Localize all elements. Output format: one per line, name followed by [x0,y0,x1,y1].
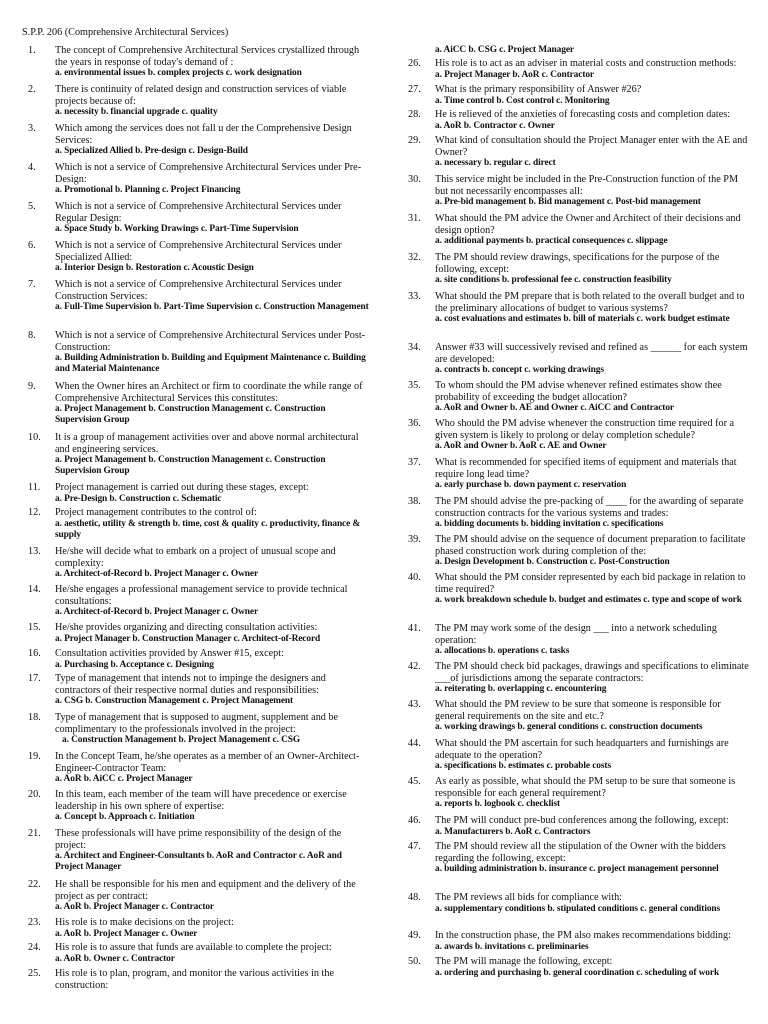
question-number: 9. [28,381,36,392]
answer-choices: a. work breakdown schedule b. budget and estimates c. type and scope of work [435,595,742,606]
question-number: 23. [28,917,41,928]
question-number: 10. [28,432,41,443]
question-number: 50. [408,956,421,967]
question-18 [22,712,372,746]
question-21 [22,828,372,874]
answer-choices: a. contracts b. concept c. working drawings [435,365,604,376]
answer-choices: a. Building Administration b. Building and Equipment Maintenance c. Building and Material Maintenance [55,353,366,375]
answer-choices: a. Architect and Engineer-Consultants b. AoR and Contractor c. AoR and Project Manager [55,851,342,873]
question-38 [402,496,752,530]
question-16 [22,648,372,671]
question-number: 45. [408,776,421,787]
answer-choices: a. Project Management b. Construction Management c. Construction Supervision Group [55,455,326,477]
answer-choices: a. Project Manager b. AoR c. Contractor [435,69,594,80]
question-5 [22,201,372,235]
question-text: The PM will manage the following, except: [435,956,613,967]
question-12 [22,507,372,541]
question-41 [402,623,752,657]
question-number: 4. [28,162,36,173]
question-text: There is continuity of related design and construction services of viable projects because of: [55,84,347,107]
question-number: 18. [28,712,41,723]
answer-choices: a. awards b. invitations c. preliminaries [435,941,589,952]
question-number: 46. [408,815,421,826]
question-23 [22,917,372,940]
question-number: 39. [408,534,421,545]
question-number: 24. [28,942,41,953]
question-text: The PM may work some of the design ___ into a network scheduling operation: [435,623,717,646]
question-text: Which is not a service of Comprehensive Architectural Services under Regular Design: [55,201,342,224]
question-46 [402,815,752,838]
question-text: Which is not a service of Comprehensive Architectural Services under Construction Services: [55,279,342,302]
question-35 [402,380,752,414]
question-number: 14. [28,584,41,595]
question-number: 49. [408,930,421,941]
question-40 [402,572,752,606]
question-text: His role is to make decisions on the project: [55,917,234,928]
question-25 [22,968,372,991]
question-14 [22,584,372,618]
question-number: 36. [408,418,421,429]
answer-choices: a. bidding documents b. bidding invitation c. specifications [435,519,664,530]
answer-choices: a. AoR b. Project Manager c. Owner [55,928,198,939]
question-number: 37. [408,457,421,468]
question-number: 41. [408,623,421,634]
question-number: 19. [28,751,41,762]
answer-choices: a. reiterating b. overlapping c. encountering [435,684,607,695]
question-text: The PM reviews all bids for compliance with: [435,892,623,903]
question-number: 43. [408,699,421,710]
question-3 [22,123,372,157]
answer-choices: a. aesthetic, utility & strength b. time, cost & quality c. productivity, finance & supply [55,518,361,540]
question-24 [22,942,372,965]
question-11 [22,482,372,505]
question-text: The PM should review all the stipulation of the Owner with the bidders regarding the following, except: [435,841,726,864]
question-number: 31. [408,213,421,224]
answer-choices: a. AoR and Owner b. AE and Owner c. AiCC and Contractor [435,403,674,414]
question-32 [402,252,752,286]
question-25-answer [402,45,752,56]
answer-choices: a. Pre-bid management b. Bid management c. Post-bid management [435,197,701,208]
question-text: What should the PM advice the Owner and Architect of their decisions and design option? [435,213,741,236]
question-number: 6. [28,240,36,251]
answer-choices: a. Interior Design b. Restoration c. Acoustic Design [55,263,254,274]
answer-choices: a. Time control b. Cost control c. Monitoring [435,95,610,106]
question-text: In the construction phase, the PM also makes recommendations bidding: [435,930,731,941]
question-text: As early as possible, what should the PM setup to be sure that someone is responsible for each general requirement? [435,776,736,799]
question-number: 26. [408,58,421,69]
question-number: 27. [408,84,421,95]
question-text: He shall be responsible for his men and equipment and the delivery of the project as per contract: [55,879,356,902]
question-text: The concept of Comprehensive Architectural Services crystallized through the years in response of today's demand of : [55,45,360,68]
question-text: Answer #33 will successively revised and refined as ______ for each system are developed: [435,342,748,365]
question-48 [402,892,752,915]
question-15 [22,622,372,645]
question-36 [402,418,752,452]
answer-choices: a. Construction Management b. Project Management c. CSG [62,735,301,746]
question-33 [402,291,752,325]
answer-choices: a. working drawings b. general conditions c. construction documents [435,722,703,733]
question-4 [22,162,372,196]
question-text: Project management contributes to the control of: [55,507,257,518]
question-number: 20. [28,789,41,800]
question-number: 22. [28,879,41,890]
question-22 [22,879,372,913]
answer-choices: a. Design Development b. Construction c. Post-Construction [435,557,670,568]
question-number: 33. [408,291,421,302]
question-text: The PM should advise the pre-packing of ____ for the awarding of separate construction contracts for the various systems and trades: [435,496,744,519]
question-number: 30. [408,174,421,185]
question-19 [22,751,372,785]
answer-choices: a. Full-Time Supervision b. Part-Time Supervision c. Construction Management [55,302,369,313]
question-37 [402,457,752,491]
question-6 [22,240,372,274]
question-text: What should the PM review to be sure that someone is responsible for general requirements on the site and etc.? [435,699,721,722]
answer-choices: a. Architect-of-Record b. Project Manager c. Owner [55,607,259,618]
question-text: He/she provides organizing and directing consultation activities: [55,622,318,633]
question-text: These professionals will have prime responsibility of the design of the project: [55,828,342,851]
question-text: It is a group of management activities over and above normal architectural and engineering services. [55,432,359,455]
question-text: The PM should advise on the sequence of document preparation to facilitate phased construction work during completion of the: [435,534,746,557]
question-8 [22,330,372,376]
answer-choices: a. supplementary conditions b. stipulated conditions c. general conditions [435,903,721,914]
question-10 [22,432,372,478]
question-text: Consultation activities provided by Answer #15, except: [55,648,284,659]
answer-choices: a. necessary b. regular c. direct [435,158,556,169]
answer-choices: a. AoR b. Owner c. Contractor [55,953,175,964]
answer-choices: a. additional payments b. practical consequences c. slippage [435,236,668,247]
question-7 [22,279,372,313]
question-number: 28. [408,109,421,120]
question-39 [402,534,752,568]
question-text: The PM should check bid packages, drawings and specifications to eliminate ___of jurisdictions among the separate contractors: [435,661,749,684]
question-text: Type of management that is supposed to augment, supplement and be complimentary to the professionals involved in the project: [55,712,339,735]
question-text: What is the primary responsibility of Answer #26? [435,84,642,95]
answer-choices: a. ordering and purchasing b. general coordination c. scheduling of work [435,967,720,978]
question-13 [22,546,372,580]
question-number: 42. [408,661,421,672]
question-number: 16. [28,648,41,659]
answer-choices: a. Project Manager b. Construction Manager c. Architect-of-Record [55,633,321,644]
question-49 [402,930,752,953]
question-number: 15. [28,622,41,633]
question-text: What should the PM ascertain for such headquarters and furnishings are adequate to the operation? [435,738,729,761]
answer-choices: a. AoR b. Project Manager c. Contractor [55,902,214,913]
question-9 [22,381,372,427]
question-text: The PM will conduct pre-bud conferences among the following, except: [435,815,729,826]
question-text: Type of management that intends not to impinge the designers and contractors of their respective normal duties and responsibilities: [55,673,326,696]
answer-choices: a. AiCC b. CSG c. Project Manager [435,45,574,55]
answer-choices: a. Manufacturers b. AoR c. Contractors [435,826,591,837]
question-text: In this team, each member of the team will have precedence or exercise leadership in his own sphere of expertise: [55,789,347,812]
answer-choices: a. early purchase b. down payment c. reservation [435,480,627,491]
question-number: 40. [408,572,421,583]
question-number: 32. [408,252,421,263]
question-number: 48. [408,892,421,903]
answer-choices: a. AoR and Owner b. AoR c. AE and Owner [435,441,607,452]
question-29 [402,135,752,169]
answer-choices: a. specifications b. estimates c. probable costs [435,761,612,772]
answer-choices: a. Specialized Allied b. Pre-design c. Design-Build [55,146,248,157]
answer-choices: a. allocations b. operations c. tasks [435,646,570,657]
question-text: He/she will decide what to embark on a project of unusual scope and complexity: [55,546,336,569]
question-number: 35. [408,380,421,391]
answer-choices: a. AoR b. Contractor c. Owner [435,120,555,131]
question-text: Who should the PM advise whenever the construction time required for a given system is likely to prolong or delay completion schedule? [435,418,735,441]
question-number: 21. [28,828,41,839]
question-number: 38. [408,496,421,507]
question-20 [22,789,372,823]
answer-choices: a. necessity b. financial upgrade c. quality [55,107,218,118]
question-text: When the Owner hires an Architect or firm to coordinate the while range of Comprehensive Architectural Services this constitutes: [55,381,363,404]
question-17 [22,673,372,707]
question-45 [402,776,752,810]
answer-choices: a. Space Study b. Working Drawings c. Part-Time Supervision [55,224,299,235]
question-42 [402,661,752,695]
answer-choices: a. AoR b. AiCC c. Project Manager [55,774,193,785]
question-47 [402,841,752,875]
question-number: 8. [28,330,36,341]
question-number: 13. [28,546,41,557]
question-text: The PM should review drawings, specifications for the purpose of the following, except: [435,252,720,275]
answer-choices: a. Pre-Design b. Construction c. Schematic [55,493,222,504]
question-number: 47. [408,841,421,852]
question-number: 7. [28,279,36,290]
question-text: To whom should the PM advise whenever refined estimates show thee probability of exceeding the budget allocation? [435,380,722,403]
question-44 [402,738,752,772]
question-26 [402,58,752,81]
question-text: What should the PM consider represented by each bid package in relation to time required? [435,572,746,595]
answer-choices: a. Project Management b. Construction Management c. Construction Supervision Group [55,404,326,426]
question-text: Which is not a service of Comprehensive Architectural Services under Pre-Design: [55,162,362,185]
question-1 [22,45,372,79]
answer-choices: a. Architect-of-Record b. Project Manager c. Owner [55,569,259,580]
question-text: His role is to plan, program, and monitor the various activities in the construction: [55,968,334,991]
question-30 [402,174,752,208]
question-27 [402,84,752,107]
answer-choices: a. Purchasing b. Acceptance c. Designing [55,659,214,670]
question-50 [402,956,752,979]
question-number: 3. [28,123,36,134]
question-number: 5. [28,201,36,212]
answer-choices: a. reports b. logbook c. checklist [435,799,561,810]
question-text: Which is not a service of Comprehensive Architectural Services under Specialized Allied: [55,240,342,263]
answer-choices: a. environmental issues b. complex projects c. work designation [55,68,302,79]
question-text: What is recommended for specified items of equipment and materials that require long lead time? [435,457,737,480]
question-number: 2. [28,84,36,95]
answer-choices: a. Promotional b. Planning c. Project Financing [55,185,241,196]
question-text: What should the PM prepare that is both related to the overall budget and to the preliminary allocations of budget to various systems? [435,291,745,314]
page-title: S.P.P. 206 (Comprehensive Architectural Services) [22,27,229,38]
question-28 [402,109,752,132]
question-number: 11. [28,482,41,493]
question-number: 17. [28,673,41,684]
question-43 [402,699,752,733]
answer-choices: a. cost evaluations and estimates b. bill of materials c. work budget estimate [435,314,730,325]
question-text: Which among the services does not fall u der the Comprehensive Design Services: [55,123,352,146]
question-text: Project management is carried out during these stages, except: [55,482,309,493]
answer-choices: a. building administration b. insurance c. project management personnel [435,864,719,875]
question-text: In the Concept Team, he/she operates as a member of an Owner-Architect-Engineer-Contractor Team: [55,751,360,774]
question-text: His role is to assure that funds are available to complete the project: [55,942,332,953]
question-text: Which is not a service of Comprehensive Architectural Services under Post-Construction: [55,330,366,353]
question-text: This service might be included in the Pre-Construction function of the PM but not necessarily encompasses all: [435,174,739,197]
question-number: 29. [408,135,421,146]
question-31 [402,213,752,247]
question-2 [22,84,372,118]
question-number: 1. [28,45,36,56]
question-number: 34. [408,342,421,353]
question-number: 12. [28,507,41,518]
question-text: What kind of consultation should the Project Manager enter with the AE and Owner? [435,135,748,158]
question-number: 25. [28,968,41,979]
answer-choices: a. site conditions b. professional fee c. construction feasibility [435,275,672,286]
question-text: He is relieved of the anxieties of forecasting costs and completion dates: [435,109,731,120]
question-number: 44. [408,738,421,749]
question-text: He/she engages a professional management service to provide technical consultations: [55,584,348,607]
answer-choices: a. Concept b. Approach c. Initiation [55,812,195,823]
question-34 [402,342,752,376]
question-text: His role is to act as an adviser in material costs and construction methods: [435,58,737,69]
answer-choices: a. CSG b. Construction Management c. Project Management [55,696,294,707]
